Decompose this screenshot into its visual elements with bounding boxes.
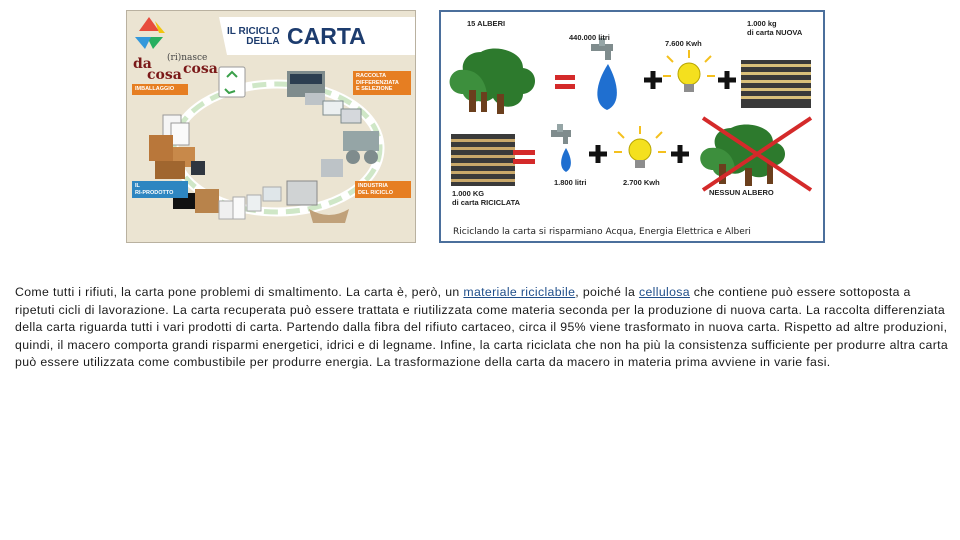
trees-icon — [450, 49, 535, 114]
top-energy-label: 7.600 Kwh — [665, 39, 702, 48]
label-industria-line1: INDUSTRIA — [358, 183, 388, 189]
paper-recycling-cycle-image — [126, 10, 416, 243]
top-water-label: 440.000 litri — [569, 33, 610, 42]
plus-sign-icon-3 — [589, 145, 607, 163]
brand-cosa-1: cosa — [147, 67, 182, 83]
link-materiale-riciclabile[interactable]: materiale riciclabile — [463, 285, 576, 299]
bottom-input-line1: 1.000 KG — [452, 189, 485, 198]
brand-da: da — [133, 56, 152, 72]
top-result-line2: di carta NUOVA — [747, 28, 803, 37]
recycle-bin-icon — [219, 67, 245, 97]
crossed-trees-icon — [700, 118, 811, 190]
bottom-input-line2: di carta RICICLATA — [452, 198, 521, 207]
bottom-energy-label: 2.700 Kwh — [623, 178, 660, 187]
label-raccolta — [353, 71, 411, 95]
cycle-title-small — [227, 27, 280, 47]
link-cellulosa[interactable]: cellulosa — [638, 285, 690, 299]
paper-stack-new-icon — [741, 60, 811, 108]
paper-savings-image — [439, 10, 825, 243]
label-raccolta-line2: DIFFERENZIATA — [356, 79, 399, 86]
top-trees-label: 15 ALBERI — [467, 19, 506, 28]
label-riprodotto-line1: IL — [135, 183, 140, 189]
tap-water-icon — [591, 38, 617, 110]
body-text-3: che contiene può essere sottoposta a ripetuti cicli di lavorazione. La carta recuperata può essere trattata e riutilizzata come materia seconda per la produzione di nuova carta. La raccolta differenziata della carta riguarda tutti i vari prodotti di carta. Partendo dalla fibra del rifiuto cartaceo, circa il 95% viene trasformato in nuova carta. Rispetto ad altre produzioni, quindi, il macero comporta grandi risparmi energetici, idrici e di legname. Infine, la carta riciclata che non ha più la consistenza sufficiente per produrre altra carta può essere utilizzata come combustibile per produrre energia. La trasformazione della carta da macero in materia prima avviene in varie fasi. — [15, 285, 949, 370]
paper-stack-recycled-icon — [451, 134, 515, 186]
label-riprodotto-line2: RI-PRODOTTO — [135, 189, 174, 196]
label-raccolta-line3: E SELEZIONE — [356, 86, 393, 92]
lightbulb-icon — [663, 50, 715, 92]
bottom-input-label — [452, 189, 520, 207]
plus-sign-icon — [644, 71, 662, 89]
label-imballaggio — [132, 84, 188, 95]
savings-caption: Riciclando la carta si risparmiano Acqua, Energia Elettrica e Alberi — [453, 227, 751, 237]
body-paragraph — [15, 284, 952, 372]
label-riprodotto — [132, 181, 188, 198]
tap-water-small-icon — [551, 124, 571, 172]
brand-rinasce: (ri)nasce — [167, 53, 208, 63]
label-raccolta-line1: RACCOLTA — [356, 73, 387, 79]
brand-cosa-2: cosa — [183, 61, 218, 77]
top-result-line1: 1.000 kg — [747, 19, 777, 28]
cycle-title-line2: DELLA — [246, 36, 280, 47]
bottom-water-label: 1.800 litri — [554, 178, 587, 187]
top-result-label — [747, 19, 802, 37]
recycle-logo-icon — [135, 17, 165, 49]
plus-sign-icon-2 — [718, 71, 736, 89]
equals-sign-icon-2 — [513, 150, 535, 155]
label-imballaggio-text: IMBALLAGGIO — [135, 86, 175, 92]
bottom-trees-label: NESSUN ALBERO — [709, 188, 774, 197]
lightbulb-small-icon — [614, 126, 666, 168]
plus-sign-icon-4 — [671, 145, 689, 163]
label-industria-line2: DEL RICICLO — [358, 189, 394, 196]
body-text-1: Come tutti i rifiuti, la carta pone problemi di smaltimento. La carta è, però, un — [15, 285, 464, 299]
cycle-title-big: CARTA — [287, 23, 366, 49]
recycling-container-icon — [287, 71, 325, 105]
equals-sign-icon — [555, 75, 575, 80]
label-industria — [355, 181, 411, 198]
body-text-2: , poiché la — [575, 285, 639, 299]
cycle-title-line1: IL RICICLO — [227, 26, 280, 37]
